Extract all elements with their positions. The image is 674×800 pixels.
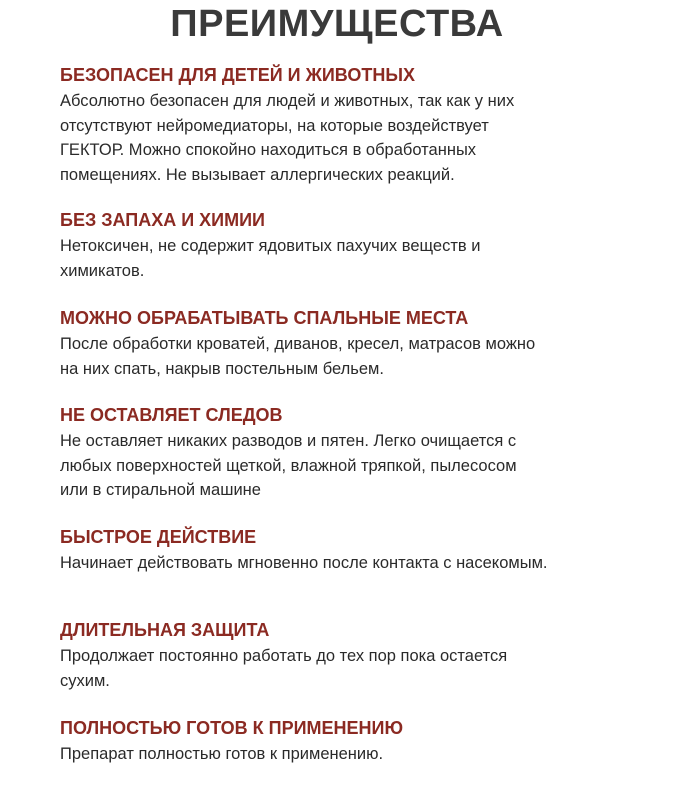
section-no-traces: [60, 404, 650, 503]
body-line: Продолжает постоянно работать до тех пор пока остается: [60, 647, 508, 665]
body-line: или в стиральной машине: [60, 481, 261, 499]
section-heading: БЫСТРОЕ ДЕЙСТВИЕ: [60, 527, 257, 547]
section-heading: БЕЗОПАСЕН ДЛЯ ДЕТЕЙ И ЖИВОТНЫХ: [60, 65, 415, 85]
section-body: [60, 332, 650, 381]
body-line: помещениях. Не вызывает аллергических реакций.: [60, 165, 455, 184]
body-line: Абсолютно безопасен для людей и животных, так как у них: [60, 92, 515, 110]
section-body: [60, 551, 650, 576]
section-body: [60, 429, 650, 503]
body-line: После обработки кроватей, диванов, кресел, матрасов можно: [60, 335, 536, 353]
body-line: Препарат полностью готов к применению.: [60, 745, 384, 763]
body-line: любых поверхностей щеткой, влажной тряпкой, пылесосом: [60, 456, 517, 475]
section-heading: БЕЗ ЗАПАХА И ХИМИИ: [60, 210, 265, 230]
section-heading: ПОЛНОСТЬЮ ГОТОВ К ПРИМЕНЕНИЮ: [60, 718, 404, 738]
section-heading: ДЛИТЕЛЬНАЯ ЗАЩИТА: [60, 620, 270, 640]
section-body: [60, 89, 650, 187]
section-body: [60, 742, 650, 767]
page-title: ПРЕИМУЩЕСТВА: [170, 3, 504, 45]
body-line: химикатов.: [60, 261, 145, 280]
body-line: ГЕКТОР. Можно спокойно находиться в обработанных: [60, 141, 477, 159]
section-fast-action: [60, 526, 650, 576]
body-line: отсутствуют нейромедиаторы, на которые воздействует: [60, 116, 489, 135]
section-safe-for-children-and-animals: [60, 64, 650, 187]
body-line: сухим.: [60, 671, 110, 690]
section-body: [60, 644, 650, 693]
section-heading: МОЖНО ОБРАБАТЫВАТЬ СПАЛЬНЫЕ МЕСТА: [60, 308, 469, 328]
section-long-protection: [60, 619, 650, 693]
section-sleeping-places: [60, 307, 650, 381]
section-no-smell-no-chemicals: [60, 209, 650, 283]
body-line: Нетоксичен, не содержит ядовитых пахучих веществ и: [60, 237, 481, 255]
section-ready-to-use: [60, 717, 650, 767]
section-body: [60, 234, 650, 283]
body-line: Начинает действовать мгновенно после контакта с насекомым.: [60, 554, 548, 572]
section-heading: НЕ ОСТАВЛЯЕТ СЛЕДОВ: [60, 405, 283, 425]
body-line: на них спать, накрыв постельным бельем.: [60, 359, 384, 378]
body-line: Не оставляет никаких разводов и пятен. Легко очищается с: [60, 432, 517, 450]
